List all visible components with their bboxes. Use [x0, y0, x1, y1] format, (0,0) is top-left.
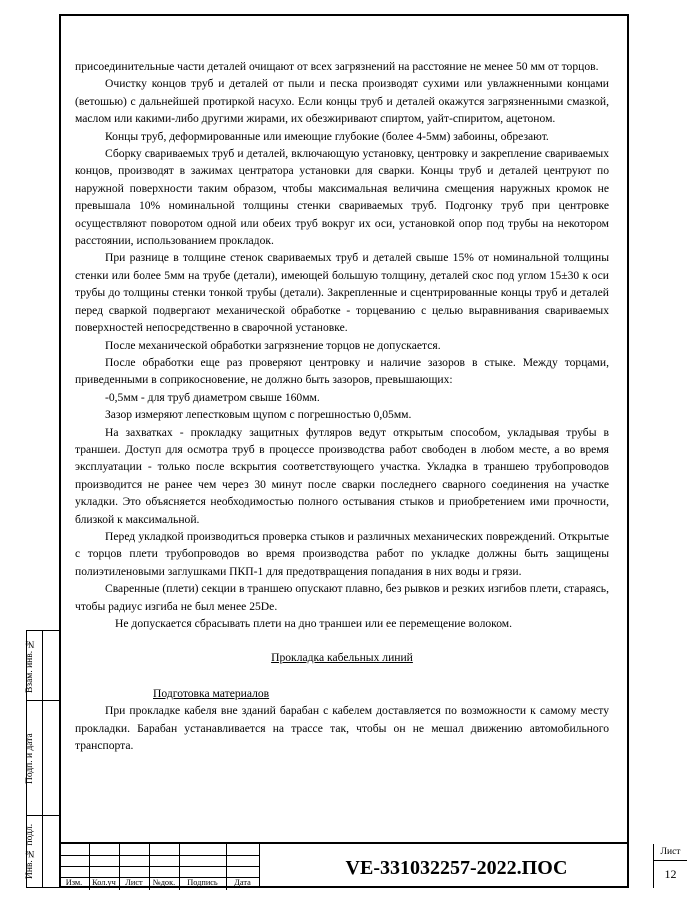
subsection-heading: Подготовка материалов [153, 686, 270, 700]
side-cell-vzam [27, 631, 59, 701]
document-body [75, 58, 609, 754]
side-stamp [26, 630, 59, 888]
col-podpis: Подпись [187, 878, 218, 887]
side-label-inv: Инв. № подл. [25, 823, 35, 880]
paragraph: Концы труб, деформированные или имеющие глубокие (более 4-5мм) забоины, обрезают. [105, 129, 549, 143]
section-heading: Прокладка кабельных линий [271, 651, 413, 665]
paragraph: При разнице в толщине стенок свариваемых труб и деталей свыше 15% от номинальной толщины стенки или более 5мм на трубе (детали), имеющей большую толщину, деталей скос под углом 15±30 к оси трубы до толщины стенки тонкой трубы (детали). Закрепленные и сцентрированные концы труб и деталей перед сваркой подвергают механической обработке - торцеванию с целью выравнивания свариваемых поверхностей непосредственно в сварочной установке. [75, 251, 609, 335]
paragraph: Очистку концов труб и деталей от пыли и песка производят сухими или увлажненными концами (ветошью) с дальнейшей протиркой насухо. Если концы труб и деталей окажутся загрязненными смазкой, маслом или какими-либо другими жирами, их обезжиривают спиртом, уайт-спиритом, ацетоном. [75, 77, 609, 126]
paragraph: Сборку свариваемых труб и деталей, включающую установку, центровку и закрепление свариваемых концов, производят в зажимах центратора установки для сварки. Концы труб и деталей центруют по наружной поверхности таким образом, чтобы максимальная величина смещения наружных кромок не превышала 10% номинальной толщины стенки свариваемых труб. Подгонку труб при центровке осуществляют поворотом одной или обеих труб вокруг их оси, установкой опор под трубы на некотором расстоянии, использованием прокладок. [75, 147, 609, 248]
col-list: Лист [125, 878, 143, 887]
document-code: VE-331032257-2022.ПОС [259, 844, 653, 888]
col-kol-uch: Кол.уч [92, 878, 116, 887]
paragraph: Перед укладкой производиться проверка стыков и различных механических повреждений. Открытые с торцов плети трубопроводов во время производства работ по укладке должны быть защищены полиэтиленовыми заглушками ПКП-1 для предотвращения попадания в них воды и грязи. [75, 529, 609, 578]
side-cell-podp [27, 701, 59, 816]
col-ndok: №док. [152, 878, 176, 887]
side-label-podp: Подп. и дата [25, 733, 35, 784]
col-data: Дата [234, 878, 251, 887]
paragraph: присоединительные части деталей очищают от всех загрязнений на расстояние не менее 50 мм от торцов. [75, 60, 599, 73]
paragraph: Зазор измеряют лепестковым щупом с погрешностью 0,05мм. [105, 408, 412, 422]
paragraph: После обработки еще раз проверяют центровку и наличие зазоров в стыке. Между торцами, приведенными в соприкосновение, не должно быть зазоров, превышающих: [75, 355, 609, 387]
sheet-label: Лист [654, 845, 687, 861]
side-label-vzam: Взам. инв. № [25, 638, 35, 694]
paragraph: Не допускается сбрасывать плети на дно траншеи или ее перемещение волоком. [115, 617, 513, 630]
paragraph: При прокладке кабеля вне зданий барабан с кабелем доставляется по возможности к самому месту прокладки. Барабан устанавливается на трассе так, чтобы он не мешал движению автомобильного транспорта. [75, 704, 609, 753]
paragraph: На захватках - прокладку защитных футляров ведут открытым способом, укладывая трубы в траншеи. Доступ для осмотра труб в процессе производства работ свободен в любом месте, а во время эксплуатации - только после вскрытия соответствующего участка. Укладка в траншею трубопроводов производится не ранее чем через 30 минут после сварки последнего сварного соединения на участке укладки. Это объясняется необходимостью полного остывания стыков и приобретением ими прочности, близкой к максимальной. [75, 425, 609, 526]
sheet-number: 12 [664, 867, 677, 881]
col-izm: Изм. [65, 878, 83, 887]
paragraph: После механической обработки загрязнение торцов не допускается. [105, 338, 441, 352]
title-block-grid [59, 844, 259, 890]
paragraph: -0,5мм - для труб диаметром свыше 160мм. [105, 390, 320, 404]
title-block [59, 842, 681, 888]
side-cell-inv [27, 816, 59, 887]
paragraph: Сваренные (плети) секции в траншею опускают плавно, без рывков и резких изгибов плети, стараясь, чтобы радиус изгиба не был менее 25De. [75, 582, 609, 613]
sheet-cell [653, 844, 687, 888]
